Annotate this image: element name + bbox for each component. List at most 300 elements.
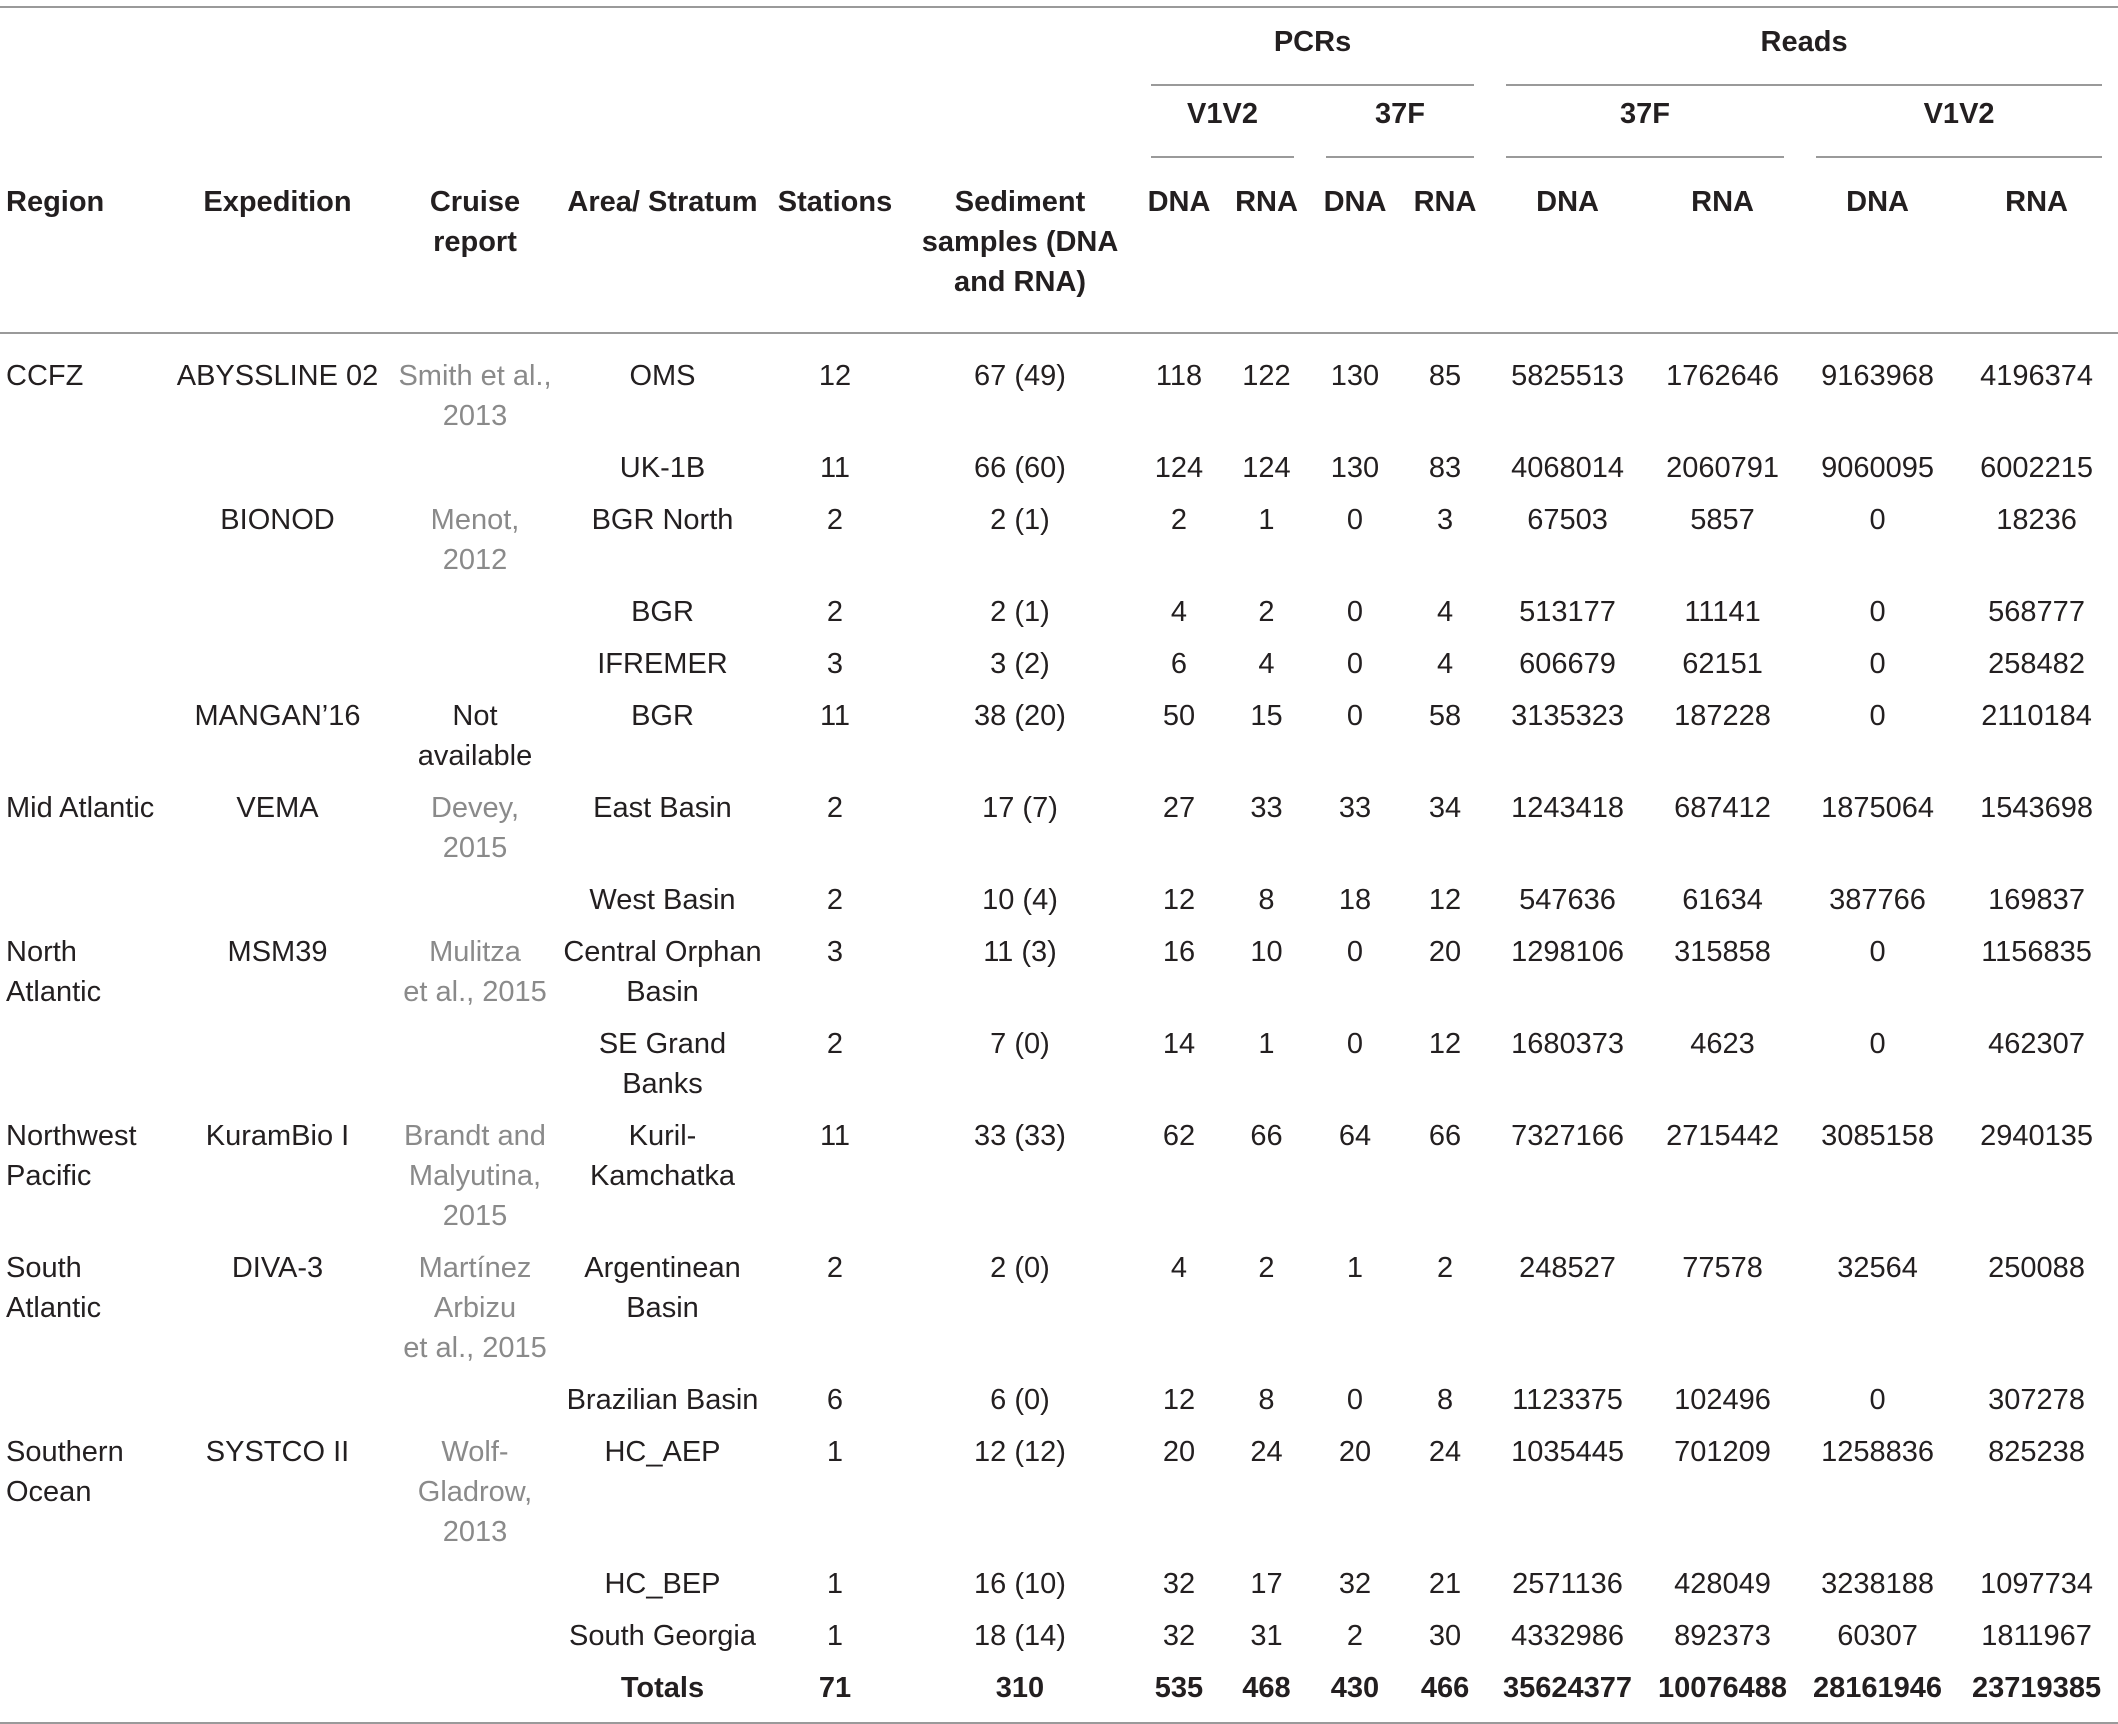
cell-reads-v1v2-dna: 0 (1869, 1028, 1886, 1060)
table-row (0, 584, 2118, 636)
cell-pcr-37f-dna: 0 (1346, 700, 1364, 732)
table-row (0, 1556, 2118, 1608)
cell-cruise-report (390, 636, 560, 688)
cell-line: North (6, 936, 77, 968)
cell-pcr-v1v2-dna: 12 (1162, 1384, 1196, 1416)
cell-line: Northwest (6, 1120, 137, 1152)
cell-reads-37f-dna: 3135323 (1511, 700, 1624, 732)
table-row (0, 1372, 2118, 1424)
cell-area-stratum (560, 1608, 765, 1660)
cell-line: BGR (631, 700, 694, 732)
table-row (0, 780, 2118, 872)
header-region: Region (0, 160, 165, 333)
cell-line: West Basin (589, 884, 736, 916)
cell-line: 2015 (442, 1200, 508, 1232)
cell-pcr-37f-dna: 0 (1346, 1384, 1364, 1416)
table-row (0, 924, 2118, 1016)
cell-area-stratum (560, 1016, 765, 1108)
cell-line: Mulitza (429, 936, 521, 968)
cell-pcr-37f-rna: 21 (1428, 1568, 1462, 1600)
cell-line: Pacific (6, 1160, 92, 1192)
table-row (0, 440, 2118, 492)
cell-reads-37f-rna: 428049 (1674, 1568, 1771, 1600)
cell-reads-37f-dna: 248527 (1519, 1252, 1616, 1284)
cell-reads-v1v2-rna: 307278 (1988, 1384, 2085, 1416)
cell-reads-37f-dna: 67503 (1527, 504, 1608, 536)
cell-expedition: ABYSSLINE 02 (176, 360, 379, 392)
cell-pcr-v1v2-dna: 12 (1162, 884, 1196, 916)
header-pcrs-v1v2: V1V2 (1135, 88, 1310, 160)
cell-stations: 2 (826, 884, 844, 916)
cell-expedition: SYSTCO II (205, 1436, 350, 1468)
table-row (0, 492, 2118, 584)
cell-reads-v1v2-rna: 2940135 (1980, 1120, 2094, 1152)
cell-pcr-37f-dna: 2 (1346, 1620, 1364, 1652)
cell-sediment: 10 (4) (982, 884, 1058, 916)
cell-sediment: 38 (20) (974, 700, 1066, 732)
cell-line: Atlantic (6, 976, 102, 1008)
cell-cruise-report (390, 584, 560, 636)
cell-reads-37f-dna: 1298106 (1511, 936, 1624, 968)
cell-line: Arbizu (433, 1292, 517, 1324)
cell-line: South Georgia (568, 1620, 756, 1652)
cell-reads-v1v2-dna: 32564 (1837, 1252, 1918, 1284)
cell-pcr-v1v2-dna: 6 (1170, 648, 1188, 680)
cell-expedition: BIONOD (220, 504, 335, 536)
cell-reads-v1v2-dna: 0 (1869, 936, 1886, 968)
cell-reads-v1v2-dna: 9060095 (1821, 452, 1934, 484)
cell-cruise-report (390, 688, 560, 780)
cell-line: CCFZ (6, 360, 84, 392)
cell-reads-v1v2-rna: 1156835 (1981, 936, 2092, 968)
totals-pcr-v1v2-rna: 468 (1223, 1660, 1310, 1723)
cell-stations: 2 (826, 596, 844, 628)
cell-line: Argentinean (584, 1252, 741, 1284)
cell-pcr-37f-rna: 24 (1428, 1436, 1462, 1468)
cell-reads-v1v2-dna: 0 (1869, 1384, 1886, 1416)
cell-sediment: 67 (49) (974, 360, 1066, 392)
header-pcrs-37f: 37F (1310, 88, 1490, 160)
cell-reads-37f-dna: 5825513 (1511, 360, 1624, 392)
cell-reads-37f-rna: 2715442 (1666, 1120, 1779, 1152)
cell-reads-37f-dna: 1035445 (1511, 1436, 1624, 1468)
cell-cruise-report (390, 1016, 560, 1108)
cell-cruise-report (390, 1240, 560, 1372)
cell-reads-37f-rna: 1762646 (1666, 360, 1779, 392)
cell-region (0, 492, 165, 584)
table-body (0, 333, 2118, 1723)
table-row (0, 688, 2118, 780)
cell-pcr-37f-rna: 2 (1436, 1252, 1454, 1284)
cell-line: Basin (626, 976, 699, 1008)
cell-reads-v1v2-dna: 1875064 (1821, 792, 1934, 824)
cell-reads-37f-rna: 77578 (1682, 1252, 1763, 1284)
totals-stations: 71 (765, 1660, 905, 1723)
cell-reads-v1v2-rna: 1097734 (1980, 1568, 2094, 1600)
cell-reads-37f-rna: 4623 (1690, 1028, 1755, 1060)
expedition-data-table (0, 6, 2118, 1724)
cell-pcr-v1v2-dna: 16 (1162, 936, 1196, 968)
cell-line: HC_AEP (604, 1436, 721, 1468)
cell-line: OMS (629, 360, 696, 392)
header-reads-37f-rna: RNA (1645, 160, 1800, 333)
cell-expedition: KuramBio I (205, 1120, 350, 1152)
cell-pcr-37f-dna: 32 (1338, 1568, 1372, 1600)
cell-region (0, 636, 165, 688)
cell-cruise-report (390, 1608, 560, 1660)
cell-stations: 12 (818, 360, 852, 392)
cell-pcr-37f-dna: 0 (1346, 936, 1364, 968)
cell-expedition (165, 1016, 390, 1108)
header-stations: Stations (765, 160, 905, 333)
cell-region (0, 440, 165, 492)
cell-line: East Basin (593, 792, 732, 824)
cell-pcr-v1v2-dna: 2 (1170, 504, 1188, 536)
cell-line: HC_BEP (604, 1568, 721, 1600)
cell-area-stratum (560, 584, 765, 636)
cell-reads-37f-rna: 11141 (1684, 596, 1761, 628)
cell-reads-v1v2-dna: 0 (1869, 648, 1886, 680)
cell-area-stratum (560, 492, 765, 584)
cell-line: et al., 2015 (403, 976, 547, 1008)
cell-area-stratum (560, 440, 765, 492)
cell-reads-37f-dna: 2571136 (1512, 1568, 1623, 1600)
cell-cruise-report (390, 492, 560, 584)
cell-cruise-report (390, 1424, 560, 1556)
cell-empty (165, 1660, 390, 1723)
cell-cruise-report (390, 333, 560, 440)
cell-line: 2015 (442, 832, 508, 864)
cell-sediment: 66 (60) (974, 452, 1066, 484)
cell-pcr-37f-rna: 20 (1428, 936, 1462, 968)
cell-reads-v1v2-dna: 9163968 (1821, 360, 1934, 392)
cell-line: Kamchatka (589, 1160, 736, 1192)
cell-line: Brazilian Basin (566, 1384, 759, 1416)
cell-reads-37f-dna: 1680373 (1511, 1028, 1624, 1060)
cell-line: Atlantic (6, 1292, 102, 1324)
cell-stations: 11 (819, 452, 851, 484)
cell-expedition (165, 440, 390, 492)
cell-line: IFREMER (597, 648, 728, 680)
cell-stations: 2 (826, 1252, 844, 1284)
cell-sediment: 11 (3) (983, 936, 1057, 968)
header-reads-v1v2-rna: RNA (1955, 160, 2118, 333)
cell-pcr-37f-dna: 18 (1338, 884, 1372, 916)
cell-region (0, 1424, 165, 1556)
cell-pcr-v1v2-rna: 15 (1250, 700, 1283, 732)
cell-expedition (165, 584, 390, 636)
cell-pcr-37f-rna: 8 (1436, 1384, 1454, 1416)
cell-pcr-v1v2-dna: 20 (1162, 1436, 1196, 1468)
cell-expedition (165, 1608, 390, 1660)
cell-line: Kuril- (628, 1120, 697, 1152)
cell-stations: 2 (826, 504, 844, 536)
cell-sediment: 3 (2) (990, 648, 1050, 680)
totals-pcr-37f-dna: 430 (1310, 1660, 1400, 1723)
cell-reads-v1v2-dna: 0 (1869, 596, 1886, 628)
cell-line: Brandt and (404, 1120, 546, 1152)
cell-pcr-v1v2-dna: 124 (1154, 452, 1204, 484)
cell-pcr-37f-dna: 0 (1346, 1028, 1364, 1060)
header-reads-37f: 37F (1490, 88, 1800, 160)
cell-region (0, 1108, 165, 1240)
cell-empty (390, 1660, 560, 1723)
cell-line: BGR North (591, 504, 734, 536)
cell-reads-v1v2-rna: 825238 (1988, 1436, 2085, 1468)
cell-reads-v1v2-dna: 0 (1869, 700, 1886, 732)
cell-reads-v1v2-rna: 2110184 (1981, 700, 2092, 732)
cell-reads-v1v2-rna: 250088 (1988, 1252, 2085, 1284)
cell-reads-37f-dna: 7327166 (1511, 1120, 1624, 1152)
header-cruise-report: Cruise report (390, 160, 560, 333)
cell-pcr-37f-rna: 12 (1428, 1028, 1462, 1060)
cell-sediment: 18 (14) (974, 1620, 1066, 1652)
cell-reads-37f-rna: 687412 (1674, 792, 1771, 824)
totals-row (0, 1660, 2118, 1723)
cell-cruise-report (390, 440, 560, 492)
cell-area-stratum (560, 688, 765, 780)
cell-reads-37f-dna: 513177 (1519, 596, 1616, 628)
table-header (0, 7, 2118, 333)
cell-expedition: DIVA-3 (231, 1252, 324, 1284)
header-pcrs-37f-dna: DNA (1310, 160, 1400, 333)
header-reads-37f-dna: DNA (1490, 160, 1645, 333)
cell-reads-37f-rna: 892373 (1674, 1620, 1771, 1652)
cell-line: Not (452, 700, 498, 732)
cell-sediment: 2 (1) (990, 504, 1050, 536)
totals-reads-v1v2-dna: 28161946 (1800, 1660, 1955, 1723)
cell-expedition (165, 1372, 390, 1424)
cell-area-stratum (560, 1556, 765, 1608)
cell-expedition (165, 872, 390, 924)
cell-reads-37f-rna: 2060791 (1666, 452, 1779, 484)
cell-reads-v1v2-rna: 568777 (1988, 596, 2085, 628)
cell-reads-v1v2-rna: 1811967 (1981, 1620, 2092, 1652)
cell-area-stratum (560, 1240, 765, 1372)
cell-line: 2012 (442, 544, 508, 576)
cell-pcr-v1v2-dna: 27 (1162, 792, 1196, 824)
table-row (0, 1608, 2118, 1660)
cell-pcr-v1v2-rna: 4 (1258, 648, 1275, 680)
cell-pcr-v1v2-rna: 33 (1250, 792, 1283, 824)
cell-pcr-37f-dna: 0 (1346, 596, 1364, 628)
cell-line: Mid Atlantic (6, 792, 155, 824)
cell-sediment: 2 (1) (990, 596, 1050, 628)
cell-line: South (6, 1252, 82, 1284)
cell-reads-v1v2-dna: 387766 (1829, 884, 1926, 916)
cell-reads-v1v2-rna: 6002215 (1980, 452, 2094, 484)
cell-region (0, 1608, 165, 1660)
cell-pcr-v1v2-rna: 1 (1258, 504, 1275, 536)
cell-region (0, 1016, 165, 1108)
cell-region (0, 333, 165, 440)
totals-reads-37f-rna: 10076488 (1645, 1660, 1800, 1723)
cell-reads-37f-dna: 547636 (1519, 884, 1616, 916)
header-area-stratum: Area/ Stratum (560, 160, 765, 333)
cell-line: Basin (626, 1292, 699, 1324)
cell-area-stratum (560, 1372, 765, 1424)
cell-pcr-37f-dna: 0 (1346, 648, 1364, 680)
cell-line: SE Grand (598, 1028, 727, 1060)
cell-area-stratum (560, 1108, 765, 1240)
cell-reads-v1v2-rna: 18236 (1996, 504, 2077, 536)
cell-reads-37f-rna: 102496 (1674, 1384, 1771, 1416)
totals-label: Totals (560, 1660, 765, 1723)
cell-pcr-v1v2-rna: 1 (1258, 1028, 1275, 1060)
cell-pcr-v1v2-rna: 17 (1250, 1568, 1283, 1600)
cell-region (0, 1556, 165, 1608)
cell-reads-37f-dna: 4068014 (1511, 452, 1624, 484)
cell-pcr-37f-dna: 33 (1338, 792, 1372, 824)
cell-reads-v1v2-rna: 462307 (1988, 1028, 2085, 1060)
cell-pcr-37f-dna: 64 (1338, 1120, 1372, 1152)
cell-region (0, 780, 165, 872)
cell-region (0, 688, 165, 780)
cell-line: Martínez (418, 1252, 532, 1284)
cell-expedition: MANGAN’16 (194, 700, 361, 732)
cell-stations: 2 (826, 1028, 844, 1060)
cell-reads-37f-dna: 606679 (1519, 648, 1616, 680)
cell-reads-37f-dna: 1123375 (1512, 1384, 1623, 1416)
cell-pcr-v1v2-rna: 2 (1258, 1252, 1275, 1284)
table-row (0, 1108, 2118, 1240)
header-sediment-samples: Sediment samples (DNA and RNA) (905, 160, 1135, 333)
cell-line: BGR (631, 596, 694, 628)
cell-line: Central Orphan (563, 936, 762, 968)
cell-stations: 1 (826, 1436, 844, 1468)
cell-line: Wolf- (441, 1436, 509, 1468)
cell-pcr-v1v2-dna: 32 (1162, 1620, 1196, 1652)
header-reads-v1v2-dna: DNA (1800, 160, 1955, 333)
cell-cruise-report (390, 780, 560, 872)
cell-stations: 1 (826, 1620, 844, 1652)
cell-region (0, 872, 165, 924)
cell-reads-v1v2-rna: 258482 (1988, 648, 2085, 680)
cell-line: Ocean (6, 1476, 92, 1508)
cell-reads-v1v2-rna: 1543698 (1980, 792, 2094, 824)
cell-reads-37f-rna: 5857 (1690, 504, 1755, 536)
cell-expedition (165, 1556, 390, 1608)
cell-pcr-37f-rna: 12 (1428, 884, 1462, 916)
cell-sediment: 12 (12) (974, 1436, 1066, 1468)
cell-reads-37f-rna: 315858 (1674, 936, 1771, 968)
cell-cruise-report (390, 1556, 560, 1608)
cell-pcr-v1v2-rna: 24 (1250, 1436, 1283, 1468)
totals-reads-v1v2-rna: 23719385 (1955, 1660, 2118, 1723)
cell-pcr-37f-dna: 0 (1346, 504, 1364, 536)
cell-line: Gladrow, (417, 1476, 533, 1508)
cell-pcr-37f-rna: 85 (1428, 360, 1462, 392)
header-group-pcrs: PCRs (1135, 7, 1490, 88)
table-row (0, 1240, 2118, 1372)
cell-line: Southern (6, 1436, 124, 1468)
cell-stations: 6 (826, 1384, 844, 1416)
cell-stations: 3 (826, 936, 844, 968)
header-group-reads: Reads (1490, 7, 2118, 88)
cell-pcr-v1v2-rna: 124 (1242, 452, 1291, 484)
cell-cruise-report (390, 872, 560, 924)
cell-line: et al., 2015 (403, 1332, 547, 1364)
cell-pcr-37f-rna: 30 (1428, 1620, 1462, 1652)
cell-sediment: 2 (0) (990, 1252, 1050, 1284)
cell-pcr-v1v2-rna: 66 (1250, 1120, 1283, 1152)
cell-expedition: MSM39 (227, 936, 328, 968)
totals-reads-37f-dna: 35624377 (1490, 1660, 1645, 1723)
cell-pcr-v1v2-rna: 8 (1258, 1384, 1275, 1416)
cell-area-stratum (560, 872, 765, 924)
cell-region (0, 584, 165, 636)
cell-area-stratum (560, 333, 765, 440)
cell-pcr-37f-rna: 58 (1428, 700, 1462, 732)
cell-stations: 11 (819, 700, 851, 732)
cell-reads-37f-rna: 62151 (1682, 648, 1763, 680)
cell-cruise-report (390, 1108, 560, 1240)
cell-pcr-v1v2-dna: 50 (1162, 700, 1196, 732)
cell-sediment: 33 (33) (974, 1120, 1066, 1152)
cell-reads-v1v2-rna: 4196374 (1980, 360, 2094, 392)
cell-pcr-37f-rna: 83 (1428, 452, 1462, 484)
cell-area-stratum (560, 636, 765, 688)
cell-cruise-report (390, 1372, 560, 1424)
cell-pcr-v1v2-dna: 14 (1162, 1028, 1196, 1060)
cell-cruise-report (390, 924, 560, 1016)
header-expedition: Expedition (165, 160, 390, 333)
cell-stations: 1 (826, 1568, 844, 1600)
cell-pcr-37f-rna: 66 (1428, 1120, 1462, 1152)
cell-expedition: VEMA (236, 792, 319, 824)
cell-region (0, 1240, 165, 1372)
cell-sediment: 7 (0) (990, 1028, 1050, 1060)
cell-pcr-37f-dna: 20 (1338, 1436, 1372, 1468)
cell-pcr-v1v2-dna: 62 (1162, 1120, 1196, 1152)
cell-line: Devey, (430, 792, 520, 824)
cell-pcr-v1v2-dna: 4 (1170, 596, 1188, 628)
cell-stations: 11 (819, 1120, 851, 1152)
cell-expedition (165, 636, 390, 688)
cell-line: Smith et al., (398, 360, 552, 392)
table-row (0, 636, 2118, 688)
cell-reads-37f-rna: 701209 (1674, 1436, 1771, 1468)
cell-area-stratum (560, 924, 765, 1016)
cell-reads-37f-dna: 4332986 (1511, 1620, 1624, 1652)
cell-line: 2013 (442, 400, 508, 432)
totals-pcr-v1v2-dna: 535 (1135, 1660, 1223, 1723)
cell-sediment: 16 (10) (974, 1568, 1066, 1600)
cell-pcr-37f-rna: 4 (1436, 596, 1454, 628)
cell-region (0, 1372, 165, 1424)
totals-sediment: 310 (905, 1660, 1135, 1723)
cell-pcr-37f-dna: 130 (1330, 360, 1380, 392)
cell-pcr-37f-dna: 1 (1346, 1252, 1364, 1284)
cell-stations: 3 (826, 648, 844, 680)
cell-line: Banks (622, 1068, 703, 1100)
cell-stations: 2 (826, 792, 844, 824)
cell-sediment: 6 (0) (990, 1384, 1050, 1416)
cell-line: 2013 (442, 1516, 508, 1548)
totals-pcr-37f-rna: 466 (1400, 1660, 1490, 1723)
cell-reads-37f-rna: 187228 (1674, 700, 1771, 732)
cell-pcr-37f-rna: 3 (1436, 504, 1454, 536)
cell-area-stratum (560, 780, 765, 872)
cell-pcr-37f-dna: 130 (1330, 452, 1380, 484)
cell-reads-37f-dna: 1243418 (1511, 792, 1624, 824)
cell-pcr-37f-rna: 4 (1436, 648, 1454, 680)
cell-reads-v1v2-dna: 3085158 (1821, 1120, 1934, 1152)
cell-reads-v1v2-rna: 169837 (1988, 884, 2085, 916)
cell-pcr-v1v2-rna: 122 (1242, 360, 1291, 392)
cell-pcr-v1v2-dna: 32 (1162, 1568, 1196, 1600)
cell-pcr-v1v2-dna: 118 (1155, 360, 1203, 392)
